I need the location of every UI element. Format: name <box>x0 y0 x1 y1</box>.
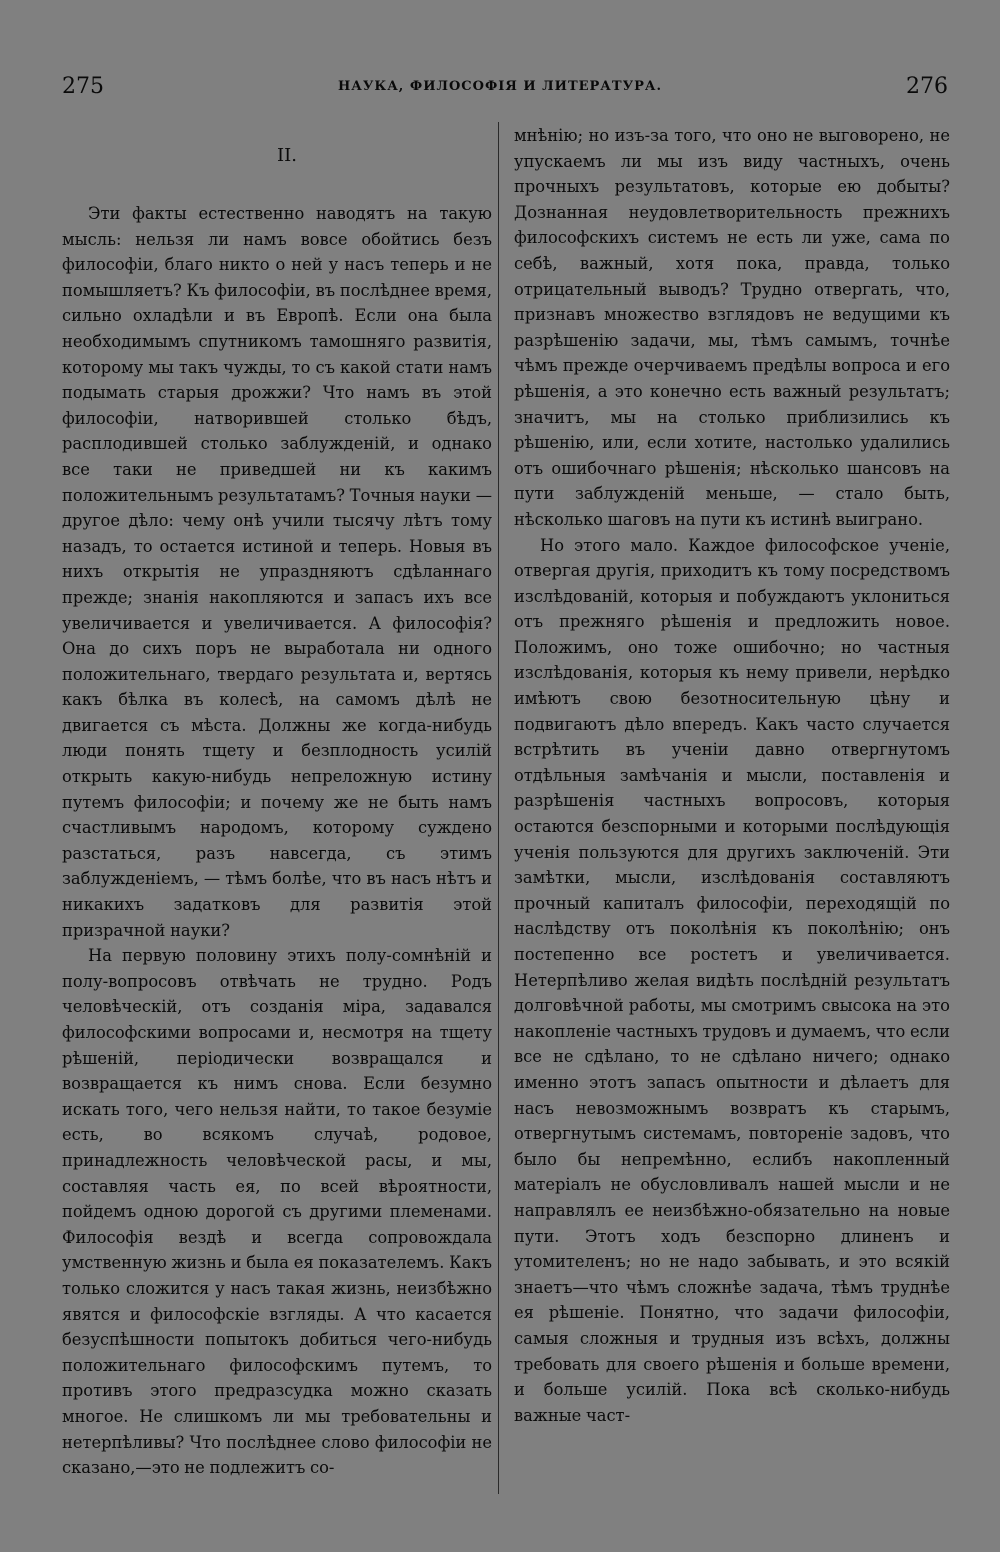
running-title: НАУКА, ФИЛОСОФІЯ И ЛИТЕРАТУРА. <box>337 79 663 94</box>
paragraph: Эти факты естественно наводятъ на такую мысль: нельзя ли намъ вовсе обойтись безъ философіи, благо никто о ней у насъ теперь и не помышляетъ? Къ философіи, въ послѣднее время, сильно охладѣли и въ Европѣ. Если она была необходимымъ спутникомъ тамошняго развитія, которому мы такъ чужды, то съ какой стати намъ подымать старыя дрожжи? Что намъ въ этой философіи, натворившей столько бѣдъ, расплодившей столько заблужденій, и однако все таки не приведшей ни къ какимъ положительнымъ результатамъ? Точныя науки — другое дѣло: чему онѣ учили тысячу лѣтъ тому назадъ, то остается истиной и теперь. Новыя въ нихъ открытія не упраздняютъ сдѣланнаго прежде; знанія накопляются и запасъ ихъ все увеличивается и увеличивается. А философія? Она до сихъ поръ не выработала ни одного положительнаго, твердаго результата и, вертясь какъ бѣлка въ колесѣ, на самомъ дѣлѣ не двигается съ мѣста. Должны же когда-нибудь люди понять тщету и безплодность усилій открыть какую-нибудь непреложную истину путемъ философіи; и почему же не быть намъ счастливымъ народомъ, которому суждено разстаться, разъ навсегда, съ этимъ заблужденіемъ, — тѣмъ болѣе, что въ насъ нѣтъ и никакихъ задатковъ для развитія этой призрачной науки? <box>62 204 492 940</box>
paragraph: Но этого мало. Каждое философское ученіе, отвергая другія, приходитъ къ тому посредствомъ изслѣдованій, которыя и побуждаютъ уклониться отъ прежняго рѣшенія и предложить новое. Положимъ, оно тоже ошибочно; но частныя изслѣдованія, которыя къ нему привели, нерѣдко имѣютъ свою безотносительную цѣну и подвигаютъ дѣло впередъ. Какъ часто случается встрѣтить въ ученіи давно отвергнутомъ отдѣльныя замѣчанія и мысли, поставленія и разрѣшенія частныхъ вопросовъ, которыя остаются безспорными и которыми послѣдующія ученія пользуются для другихъ заключеній. Эти замѣтки, мысли, изслѣдованія составляютъ прочный капиталъ философіи, переходящій по наслѣдству отъ поколѣнія къ поколѣнію; онъ постепенно все ростетъ и увеличивается. Нетерпѣливо желая видѣть послѣдній результатъ долговѣчной работы, мы смотримъ свысока на это накопленіе частныхъ трудовъ и думаемъ, что если все не сдѣлано, то не сдѣлано ничего; однако именно этотъ запасъ опытности и дѣлаетъ для насъ невозможнымъ возвратъ къ старымъ, отвергнутымъ системамъ, повтореніе задовъ, что было бы непремѣнно, еслибъ накопленный матеріалъ не обусловливалъ нашей мысли и не направлялъ ее неизбѣжно-обязательно на новые пути. Этотъ ходъ безспорно длиненъ и утомителенъ; но не надо забывать, и это всякій знаетъ—что чѣмъ сложнѣе задача, тѣмъ труднѣе ея рѣшеніе. Понятно, что задачи философіи, самыя сложныя и трудныя изъ всѣхъ, должны требовать для своего рѣшенія и больше времени, и больше усилій. Пока всѣ сколько-нибудь важные част- <box>514 535 950 1425</box>
page-header <box>0 74 1000 104</box>
section-title: II. <box>277 145 297 166</box>
left-column <box>62 143 492 1481</box>
paragraph: мнѣнію; но изъ-за того, что оно не выговорено, не упускаемъ ли мы изъ виду частныхъ, очень прочныхъ результатовъ, которые ею добыты? Дознанная неудовлетворительность прежнихъ философскихъ системъ не есть ли уже, сама по себѣ, важный, хотя пока, правда, только отрицательный выводъ? Трудно отвергать, что, признавъ множество взглядовъ не ведущими къ разрѣшенію задачи, мы, тѣмъ самымъ, точнѣе чѣмъ прежде очерчиваемъ предѣлы вопроса и его рѣшенія, а это конечно есть важный результатъ; значитъ, мы на столько приблизились къ рѣшенію, или, если хотите, настолько удалились отъ ошибочнаго рѣшенія; нѣсколько шансовъ на пути заблужденій меньше, — стало быть, нѣсколько шаговъ на пути къ истинѣ выиграно. <box>514 126 950 529</box>
page-number-right: 276 <box>906 74 948 99</box>
column-divider <box>498 122 499 1494</box>
paragraph: На первую половину этихъ полу-сомнѣній и полу-вопросовъ отвѣчать не трудно. Родъ человѣческій, отъ созданія міра, задавался философскими вопросами и, несмотря на тщету рѣшеній, періодически возвращался и возвращается къ нимъ снова. Если безумно искать того, чего нельзя найти, то такое безуміе есть, во всякомъ случаѣ, родовое, принадлежность человѣческой расы, и мы, составляя часть ея, по всей вѣроятности, пойдемъ одною дорогой съ другими племенами. Философія вездѣ и всегда сопровождала умственную жизнь и была ея показателемъ. Какъ только сложится у насъ такая жизнь, неизбѣжно явятся и философскіе взгляды. А что касается безуспѣшности попытокъ добиться чего-нибудь положительнаго философскимъ путемъ, то противъ этого предразсудка можно сказать многое. Не слишкомъ ли мы требовательны и нетерпѣливы? Что послѣднее слово философіи не сказано,—это не подлежитъ со- <box>62 946 492 1478</box>
page-number-left: 275 <box>62 74 104 99</box>
right-column <box>514 123 950 1428</box>
